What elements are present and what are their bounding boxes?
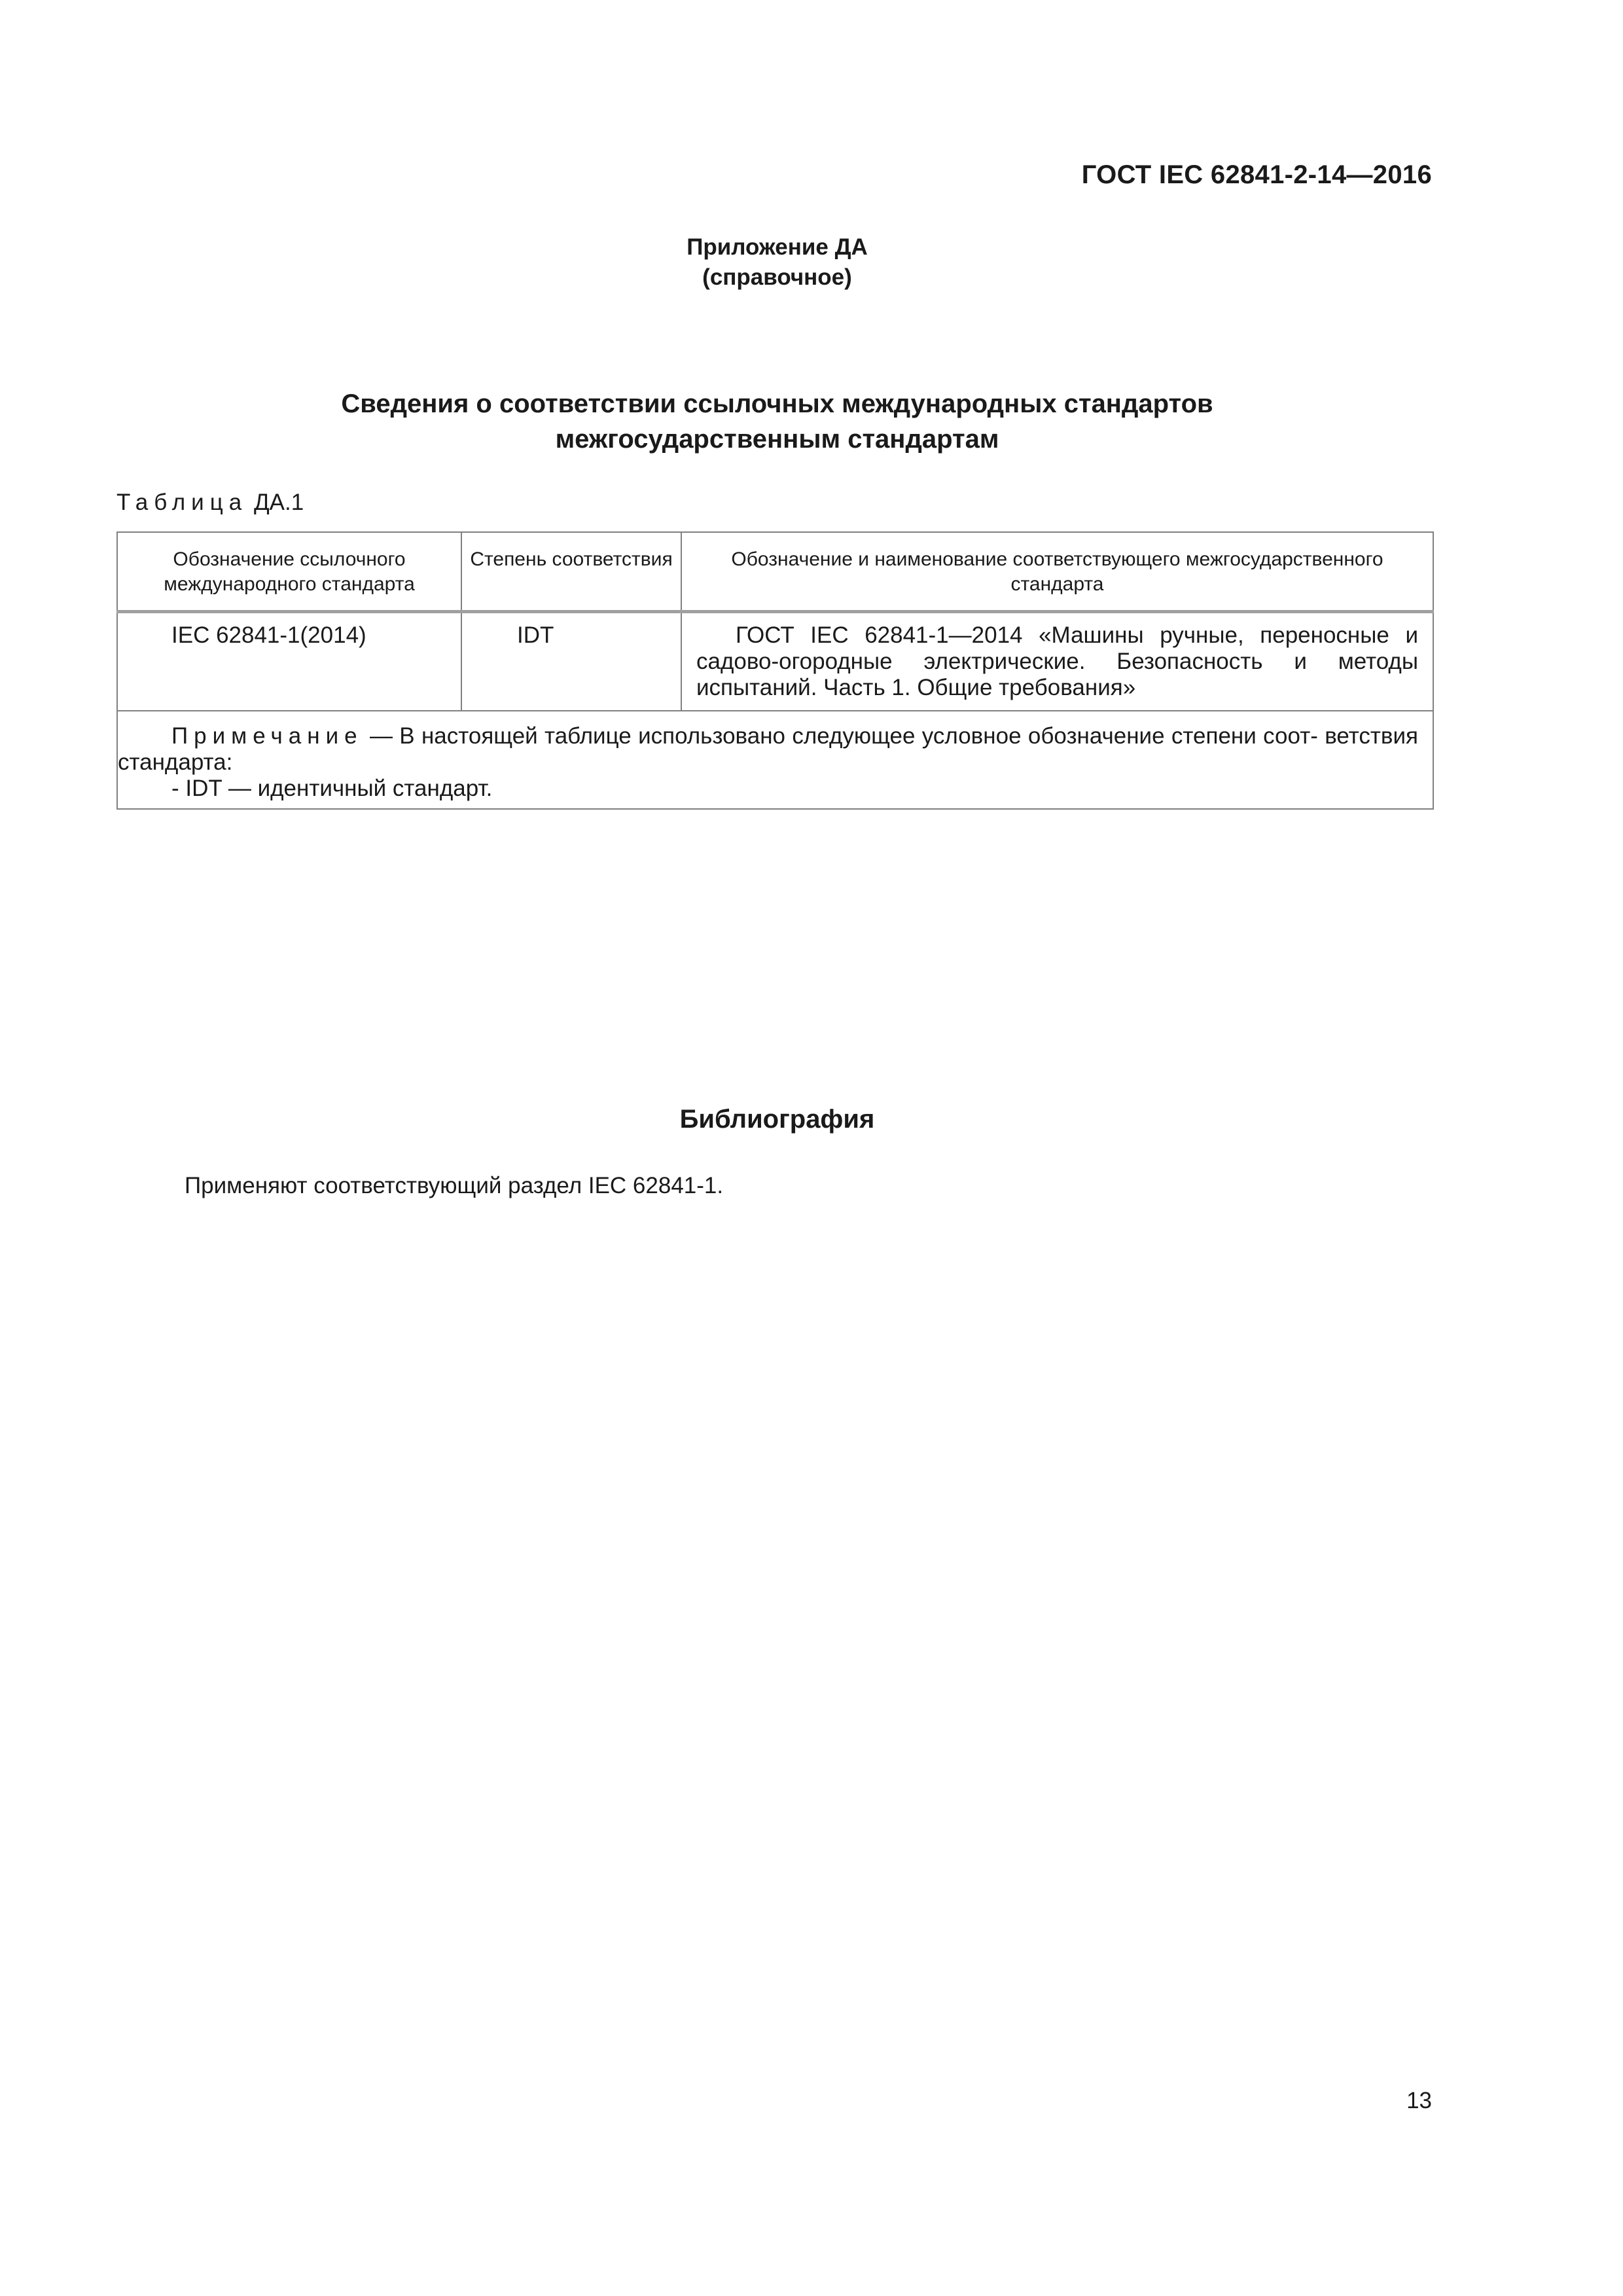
header-reference-standard: Обозначение ссылочного международного стандарта (117, 532, 461, 612)
appendix-heading (0, 232, 1554, 293)
section-title (0, 386, 1554, 457)
standards-correspondence-table (116, 531, 1434, 810)
table-label-number: ДА.1 (253, 490, 304, 515)
document-code: ГОСТ IEC 62841-2-14—2016 (1081, 160, 1432, 189)
table-note (117, 711, 1433, 809)
note-body: — В настоящей таблице использовано следующее условное обозначение степени соот- ветствия стандарта: (118, 723, 1418, 775)
cell-interstate-standard: ГОСТ IEC 62841-1—2014 «Машины ручные, переносные и садово-огородные электрические. Безопасность и методы испытаний. Часть 1. Общие требования» (681, 612, 1433, 711)
appendix-subtitle: (справочное) (702, 264, 852, 290)
table-note-row (117, 711, 1433, 809)
note-list-item: - IDT — идентичный стандарт. (171, 776, 493, 801)
section-title-line2: межгосударственным стандартам (555, 425, 999, 454)
table-label-word: Таблица (116, 490, 248, 515)
cell-degree: IDT (461, 612, 681, 711)
table-header-row (117, 532, 1433, 612)
cell-reference-standard: IEC 62841-1(2014) (117, 612, 461, 711)
bibliography-text: Применяют соответствующий раздел IEC 62841-1. (185, 1173, 724, 1198)
note-text (118, 723, 1418, 776)
note-label: Примечание (171, 723, 363, 749)
table-label (116, 490, 304, 516)
section-title-line1: Сведения о соответствии ссылочных международных стандартов (341, 389, 1213, 418)
header-degree: Степень соответствия (461, 532, 681, 612)
appendix-title: Приложение ДА (687, 234, 868, 260)
page-number: 13 (1406, 2088, 1432, 2113)
table-row (117, 612, 1433, 711)
bibliography-title: Библиография (679, 1105, 875, 1134)
header-interstate-standard: Обозначение и наименование соответствующего межгосударственного стандарта (681, 532, 1433, 612)
